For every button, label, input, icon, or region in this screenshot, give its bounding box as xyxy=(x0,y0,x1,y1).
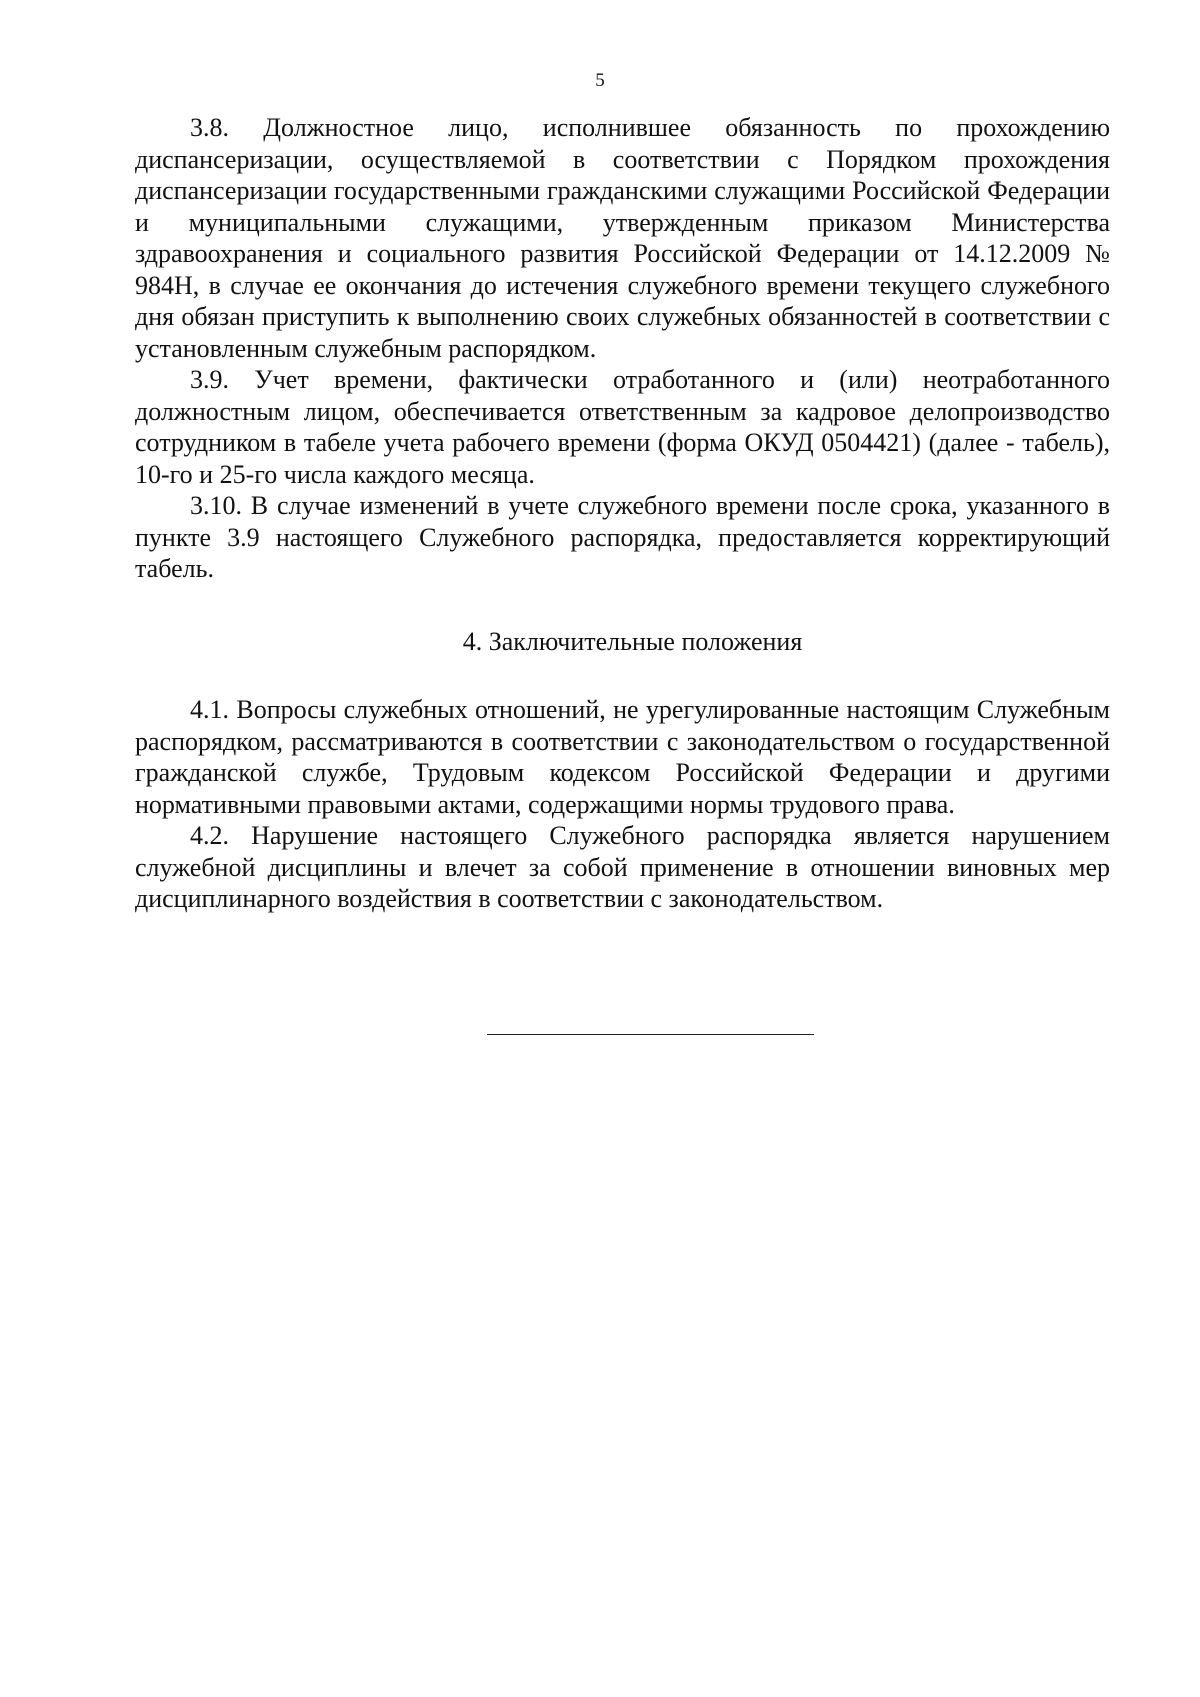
end-of-document-line xyxy=(487,1034,814,1035)
paragraph-3-9: 3.9. Учет времени, фактически отработанного и (или) неотработанного должностным лицом, обеспечивается ответственным за кадровое делопроизводство сотрудником в табеле учета рабочего времени (форма ОКУД 0504421) (далее - табель), 10-го и 25-го числа каждого месяца. xyxy=(135,365,1110,489)
document-body xyxy=(135,112,1110,915)
section-4-heading: 4. Заключительные положения xyxy=(462,626,803,656)
paragraph-4-1: 4.1. Вопросы служебных отношений, не урегулированные настоящим Служебным распорядком, рассматриваются в соответствии с законодательством о государственной гражданской службе, Трудовым кодексом Российской Федерации и другими нормативными правовыми актами, содержащими нормы трудового права. xyxy=(135,695,1110,819)
paragraph-3-8: 3.8. Должностное лицо, исполнившее обязанность по прохождению диспансеризации, осуществляемой в соответствии с Порядком прохождения диспансеризации государственными гражданскими служащими Российской Федерации и муниципальными служащими, утвержденным приказом Министерства здравоохранения и социального развития Российской Федерации от 14.12.2009 № 984Н, в случае ее окончания до истечения служебного времени текущего служебного дня обязан приступить к выполнению своих служебных обязанностей в соответствии с установленным служебным распорядком. xyxy=(135,113,1110,363)
paragraph-3-10: 3.10. В случае изменений в учете служебного времени после срока, указанного в пункте 3.9 настоящего Служебного распорядка, предоставляется корректирующий табель. xyxy=(135,491,1110,583)
page-number: 5 xyxy=(595,70,605,91)
paragraph-4-2: 4.2. Нарушение настоящего Служебного распорядка является нарушением служебной дисциплины и влечет за собой применение в отношении виновных мер дисциплинарного воздействия в соответствии с законодательством. xyxy=(135,821,1110,913)
